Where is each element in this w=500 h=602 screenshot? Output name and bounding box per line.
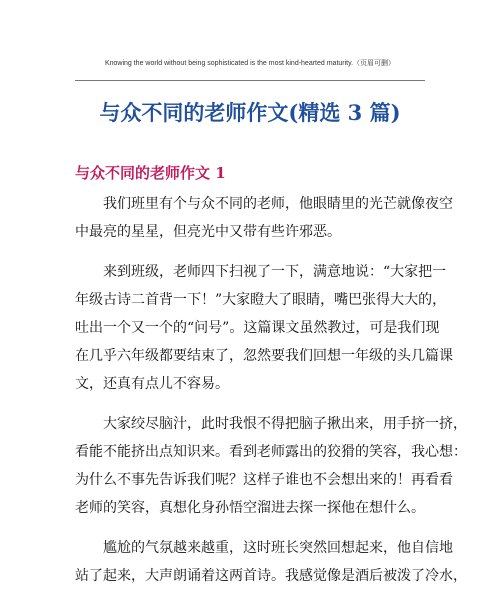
text-line: 站了起来，大声朗诵着这两首诗。我感觉像是酒后被泼了冷水， xyxy=(75,568,467,584)
paragraph xyxy=(75,534,467,590)
text-line: 中最亮的星星，但亮光中又带有些许邪恶。 xyxy=(75,224,341,240)
text-line: 来到班级，老师四下扫视了一下，满意地说：“大家把一 xyxy=(103,264,447,280)
text-line: 吐出一个又一个的“问号”。这篇课文虽然教过，可是我们现 xyxy=(75,320,440,336)
header-divider xyxy=(75,80,425,81)
text-line: 为什么不事先告诉我们呢？这样子谁也不会想出来的！再看看 xyxy=(75,472,453,488)
text-line: 大家绞尽脑汁，此时我恨不得把脑子揪出来，用手挤一挤， xyxy=(103,416,467,432)
essay-body xyxy=(75,190,467,602)
page-header: Knowing the world without being sophisticated is the most kind-hearted maturity.（页眉可删） xyxy=(104,60,396,67)
text-line: 年级古诗二首背一下！”大家瞪大了眼睛，嘴巴张得大大的， xyxy=(75,292,447,308)
text-line: 老师的笑容，真想化身孙悟空溜进去探一探他在想什么。 xyxy=(75,500,425,516)
paragraph xyxy=(75,190,453,246)
paragraph xyxy=(75,410,467,522)
text-line: 看能不能挤出点知识来。看到老师露出的狡猾的笑容，我心想： xyxy=(75,444,467,460)
text-line: 我们班里有个与众不同的老师，他眼睛里的光芒就像夜空 xyxy=(103,196,453,212)
section-heading: 与众不同的老师作文 1 xyxy=(75,164,226,182)
text-line: 尴尬的气氛越来越重，这时班长突然回想起来，他自信地 xyxy=(103,540,453,556)
text-line: 在几乎六年级都要结束了，忽然要我们回想一年级的头几篇课 xyxy=(75,348,453,364)
text-line: 文，还真有点儿不容易。 xyxy=(75,376,229,392)
paragraph xyxy=(75,258,453,398)
document-title: 与众不同的老师作文(精选 3 篇) xyxy=(99,100,401,125)
